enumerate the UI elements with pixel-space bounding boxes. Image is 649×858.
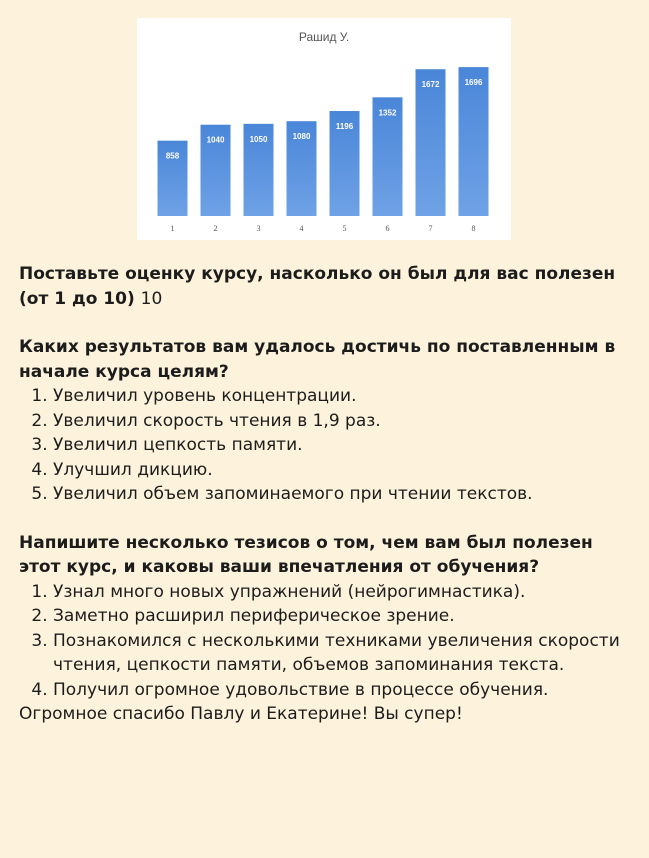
list-item: 4. Получил огромное удовольствие в процессе обучения. — [53, 678, 634, 703]
x-tick-label: 6 — [385, 224, 390, 233]
list-item: 3. Познакомился с несколькими техниками увеличения скорости чтения, цепкости памяти, объемов запоминания текста. — [53, 629, 634, 678]
list-item: 1. Увеличил уровень концентрации. — [53, 384, 634, 409]
x-tick-label: 3 — [256, 224, 261, 233]
data-label: 1080 — [292, 132, 311, 142]
data-label: 1696 — [464, 78, 483, 88]
chart-title: Рашид У. — [298, 30, 350, 44]
question-rating — [19, 262, 634, 311]
x-tick-label: 5 — [342, 224, 347, 233]
impressions-list — [19, 580, 634, 703]
rating-answer: 10 — [140, 288, 163, 309]
x-tick-label: 1 — [170, 224, 175, 233]
review-text — [19, 262, 634, 727]
list-item: 2. Увеличил скорость чтения в 1,9 раз. — [53, 409, 634, 434]
list-item: 5. Увеличил объем запоминаемого при чтении текстов. — [53, 482, 634, 507]
chart-card — [137, 18, 511, 240]
list-item: 4. Улучшил дикцию. — [53, 458, 634, 483]
data-label: 858 — [165, 151, 180, 161]
x-tick-label: 2 — [213, 224, 218, 233]
results-list — [19, 384, 634, 507]
bar-chart — [137, 18, 511, 240]
data-label: 1672 — [421, 80, 440, 90]
data-label: 1352 — [378, 108, 397, 118]
closing-text: Огромное спасибо Павлу и Екатерине! Вы супер! — [19, 704, 463, 724]
bar-7 — [416, 69, 446, 216]
bar-8 — [459, 67, 489, 216]
data-label: 1040 — [206, 135, 225, 145]
data-label: 1050 — [249, 134, 268, 144]
x-tick-label: 7 — [428, 224, 433, 233]
question-rating-text: Поставьте оценку курсу, насколько он был для вас полезен (от 1 до 10) — [19, 264, 616, 309]
data-label: 1196 — [335, 122, 354, 132]
question-results: Каких результатов вам удалось достичь по поставленным в начале курса целям? — [19, 337, 616, 382]
x-tick-label: 8 — [471, 224, 476, 233]
list-item: 1. Узнал много новых упражнений (нейрогимнастика). — [53, 580, 634, 605]
list-item: 2. Заметно расширил периферическое зрение. — [53, 604, 634, 629]
x-tick-label: 4 — [299, 224, 304, 233]
question-impressions: Напишите несколько тезисов о том, чем вам был полезен этот курс, и каковы ваши впечатления от обучения? — [19, 532, 593, 577]
list-item: 3. Увеличил цепкость памяти. — [53, 433, 634, 458]
